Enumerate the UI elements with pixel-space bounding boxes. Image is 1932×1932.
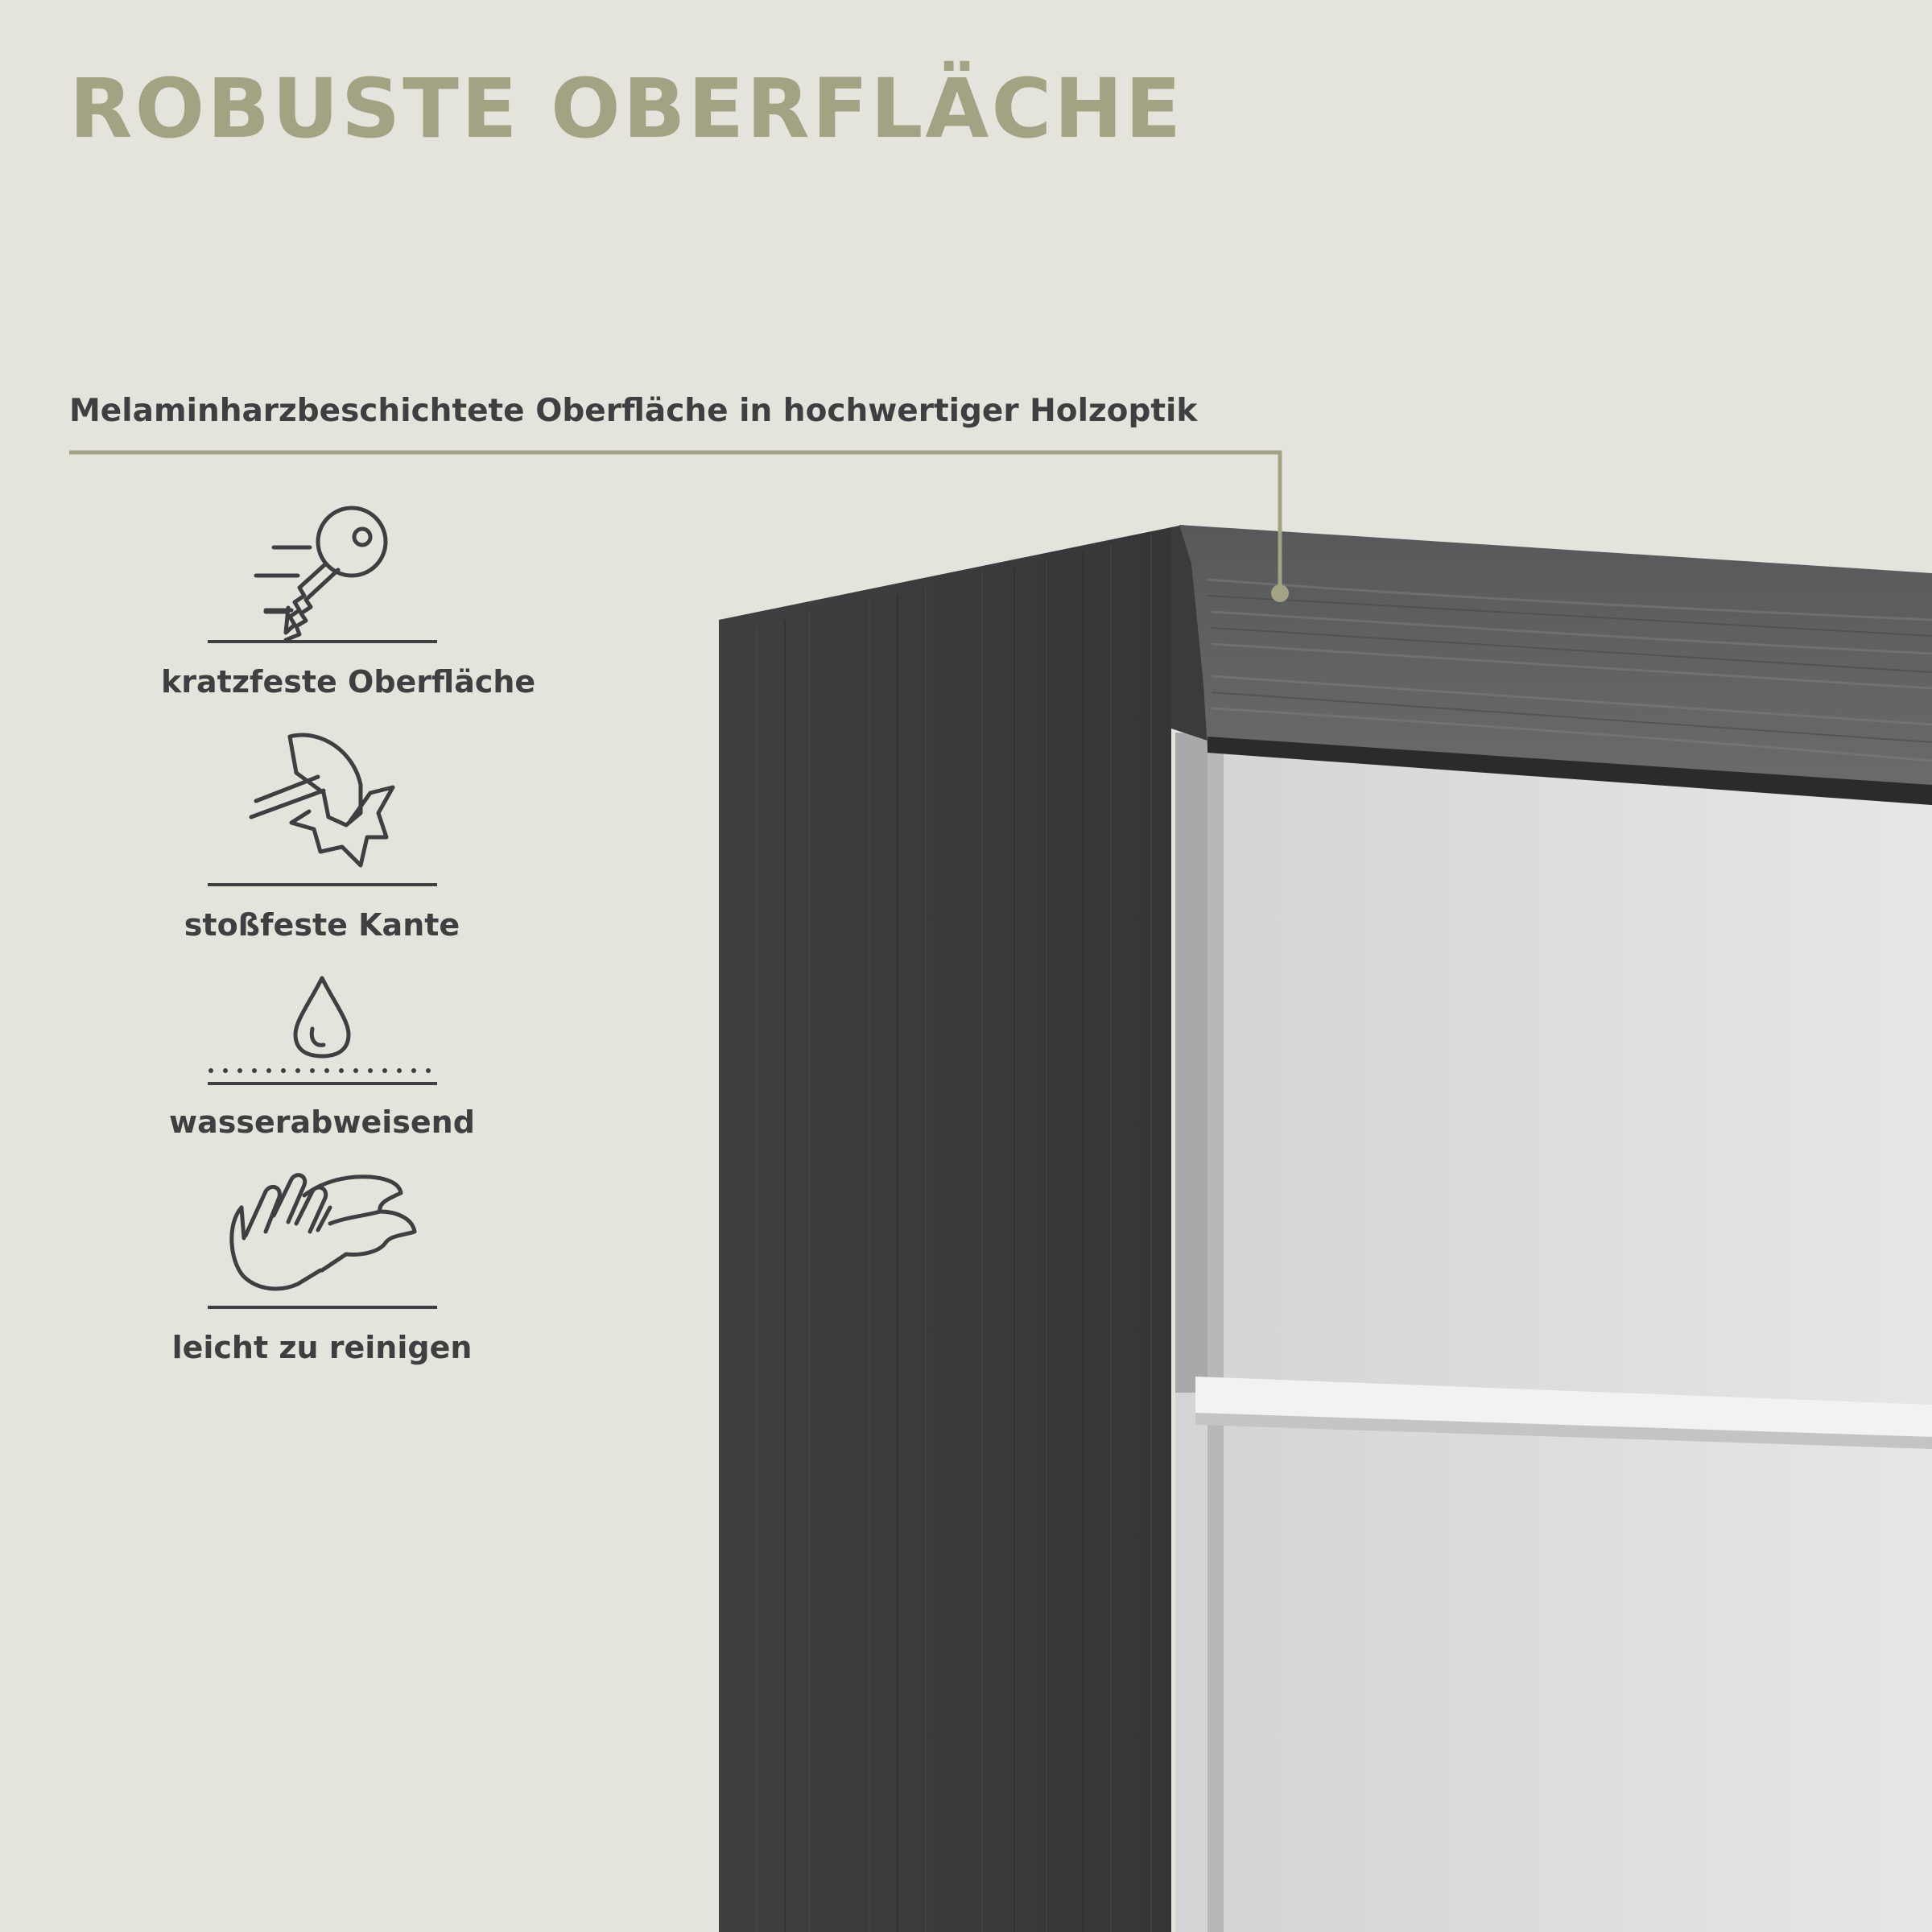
feature-separators [208,642,437,1307]
feature-label-scratch-resistant: kratzfeste Oberfläche [161,664,536,700]
feature-label-impact-resistant: stoßfeste Kante [184,907,460,943]
callout-text: Melaminharzbeschichtete Oberfläche in hochwertiger Holzoptik [69,393,1198,429]
page-title: ROBUSTE OBERFLÄCHE [69,61,1184,157]
cabinet-side-panel [719,527,1171,1932]
cabinet-front [1175,733,1932,1932]
feature-label-water-repellent: wasserabweisend [169,1104,475,1140]
feature-label-easy-clean: leicht zu reinigen [171,1330,473,1365]
